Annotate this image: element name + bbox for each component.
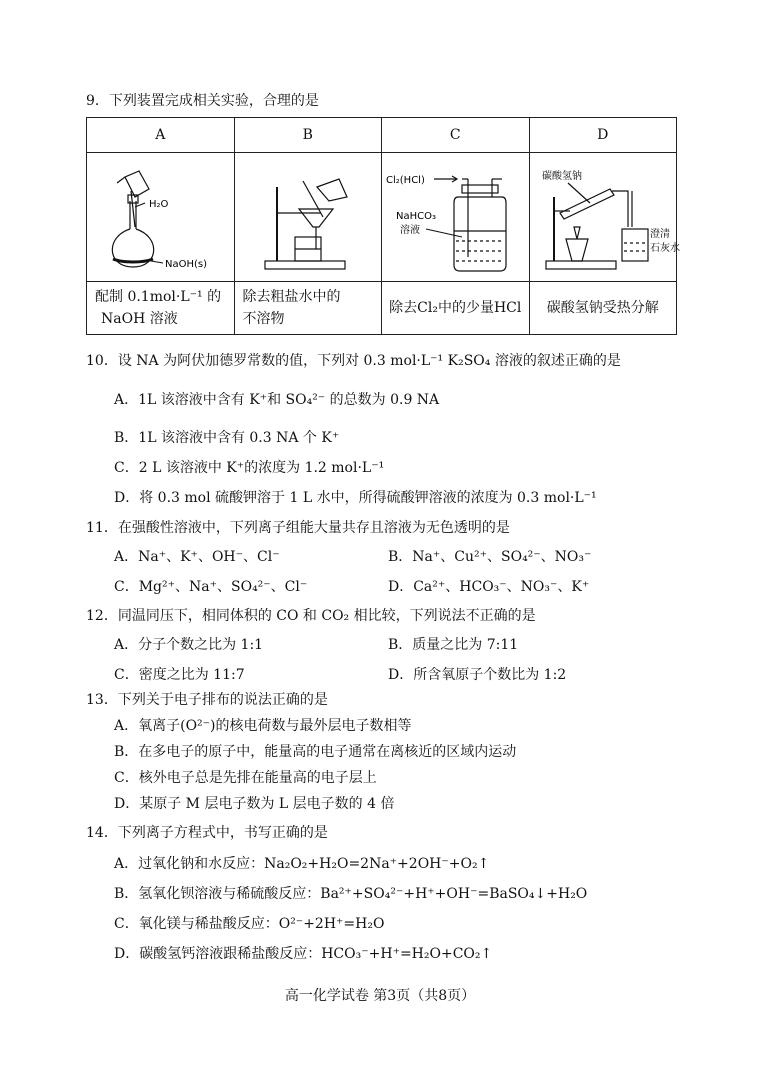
caption-a-line2: NaOH 溶液 <box>101 311 178 327</box>
q13-option-d: D．某原子 M 层电子数为 L 层电子数的 4 倍 <box>114 796 395 812</box>
q11-option-a: A．Na⁺、K⁺、OH⁻、Cl⁻ <box>114 549 280 565</box>
q14-stem: 14．下列离子方程式中，书写正确的是 <box>86 825 328 841</box>
label-solution: 溶液 <box>400 225 420 236</box>
label-limewater-2: 石灰水 <box>649 243 680 254</box>
q14-option-c: C．氧化镁与稀盐酸反应：O²⁻+2H⁺=H₂O <box>114 916 385 932</box>
caption-b-line2: 不溶物 <box>242 311 285 327</box>
label-limewater-1: 澄清 <box>649 229 670 240</box>
apparatus-c <box>382 153 530 282</box>
label-gas-in: Cl₂(HCl) <box>386 175 425 186</box>
caption-a <box>87 282 235 335</box>
col-header-b: B <box>234 118 382 153</box>
gas-washing-bottle-diagram <box>382 157 532 277</box>
caption-d: 碳酸氢钠受热分解 <box>529 282 677 335</box>
q11-stem: 11．在强酸性溶液中，下列离子组能大量共存且溶液为无色透明的是 <box>86 520 510 536</box>
q13-option-a: A．氧离子(O²⁻)的核电荷数与最外层电子数相等 <box>114 718 412 734</box>
apparatus-b <box>234 153 382 282</box>
col-header-a: A <box>87 118 235 153</box>
q11-option-c: C．Mg²⁺、Na⁺、SO₄²⁻、Cl⁻ <box>114 579 308 595</box>
col-header-c: C <box>382 118 530 153</box>
q9-stem: 9．下列装置完成相关实验，合理的是 <box>86 93 319 109</box>
volumetric-flask-diagram <box>95 157 225 277</box>
q12-option-c: C．密度之比为 11:7 <box>114 667 245 683</box>
filtration-diagram <box>243 157 373 277</box>
apparatus-a <box>87 153 235 282</box>
thermal-decomposition-diagram <box>530 157 680 277</box>
q13-option-c: C．核外电子总是先排在能量高的电子层上 <box>114 770 377 786</box>
q14-option-d: D．碳酸氢钙溶液跟稀盐酸反应：HCO₃⁻+H⁺=H₂O+CO₂↑ <box>114 946 493 962</box>
q12-stem: 12．同温同压下，相同体积的 CO 和 CO₂ 相比较，下列说法不正确的是 <box>86 608 536 624</box>
page-footer: 高一化学试卷 第3页（共8页） <box>284 988 476 1004</box>
col-header-d: D <box>529 118 677 153</box>
q12-option-d: D．所含氧原子个数比为 1:2 <box>388 667 567 683</box>
q10-option-b: B．1L 该溶液中含有 0.3 NA 个 K⁺ <box>114 430 340 446</box>
experiment-table <box>86 117 680 335</box>
q13-option-b: B．在多电子的原子中，能量高的电子通常在离核近的区域内运动 <box>114 744 517 760</box>
label-nahco3: NaHCO₃ <box>396 211 436 222</box>
apparatus-d <box>529 153 680 282</box>
q12-option-b: B．质量之比为 7:11 <box>388 637 519 653</box>
q10-option-d: D．将 0.3 mol 硫酸钾溶于 1 L 水中，所得硫酸钾溶液的浓度为 0.3 mol·L⁻¹ <box>114 490 597 506</box>
q14-option-b: B．氢氧化钡溶液与稀硫酸反应：Ba²⁺+SO₄²⁻+H⁺+OH⁻=BaSO₄↓+H₂O <box>114 886 588 902</box>
caption-b-line1: 除去粗盐水中的 <box>242 289 341 305</box>
q10-option-c: C．2 L 该溶液中 K⁺的浓度为 1.2 mol·L⁻¹ <box>114 460 385 476</box>
caption-b <box>234 282 382 335</box>
caption-a-line1: 配制 0.1mol·L⁻¹ 的 <box>95 289 222 305</box>
label-h2o: H₂O <box>149 199 169 210</box>
q11-option-b: B．Na⁺、Cu²⁺、SO₄²⁻、NO₃⁻ <box>388 549 592 565</box>
q13-stem: 13．下列关于电子排布的说法正确的是 <box>86 692 328 708</box>
caption-c: 除去Cl₂中的少量HCl <box>382 282 530 335</box>
label-sodium-bicarbonate: 碳酸氢钠 <box>541 171 582 182</box>
q12-option-a: A．分子个数之比为 1:1 <box>114 637 264 653</box>
q14-option-a: A．过氧化钠和水反应：Na₂O₂+H₂O=2Na⁺+2OH⁻+O₂↑ <box>114 856 490 872</box>
q11-option-d: D．Ca²⁺、HCO₃⁻、NO₃⁻、K⁺ <box>388 579 590 595</box>
q10-stem: 10．设 NA 为阿伏加德罗常数的值，下列对 0.3 mol·L⁻¹ K₂SO₄ 溶液的叙述正确的是 <box>86 353 621 369</box>
label-naoh: NaOH(s) <box>165 259 208 270</box>
q10-option-a: A．1L 该溶液中含有 K⁺和 SO₄²⁻ 的总数为 0.9 NA <box>114 392 440 408</box>
